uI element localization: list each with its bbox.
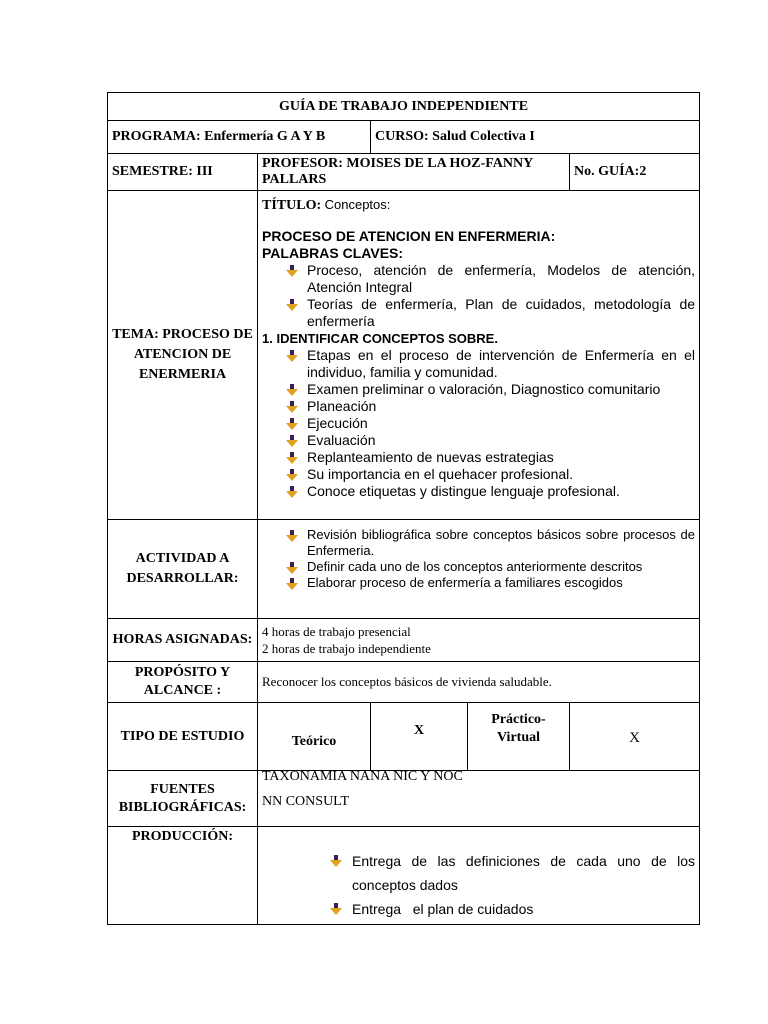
produccion-content	[258, 827, 700, 925]
identify-heading: 1. IDENTIFICAR CONCEPTOS SOBRE.	[262, 331, 498, 346]
produccion-label: PRODUCCIÓN:	[108, 827, 258, 925]
list-item: Etapas en el proceso de intervención de Enfermería en el individuo, familia y comunidad.	[286, 347, 695, 381]
actividad-list	[262, 527, 695, 591]
keywords-heading: PALABRAS CLAVES:	[262, 245, 404, 261]
proceso-subtitle: PROCESO DE ATENCION EN ENFERMERIA:	[262, 228, 556, 244]
arrow-down-bullet-icon	[330, 855, 342, 867]
list-item: Revisión bibliográfica sobre conceptos básicos sobre procesos de Enfermeria.	[286, 527, 695, 559]
arrow-down-bullet-icon	[286, 435, 298, 447]
keywords-list	[262, 262, 695, 330]
list-item: Su importancia en el quehacer profesional.	[286, 466, 695, 483]
tipo-row	[108, 703, 700, 771]
list-item: Entrega el plan de cuidados	[330, 897, 695, 921]
semestre-row	[108, 154, 700, 191]
actividad-content	[258, 520, 700, 619]
arrow-down-bullet-icon	[286, 401, 298, 413]
list-item: Definir cada uno de los conceptos anteriormente descritos	[286, 559, 695, 575]
list-item: Examen preliminar o valoración, Diagnostico comunitario	[286, 381, 695, 398]
proposito-row	[108, 662, 700, 703]
title-row	[108, 93, 700, 121]
guide-title: GUÍA DE TRABAJO INDEPENDIENTE	[108, 93, 700, 121]
teorico-cell: Teórico	[258, 703, 371, 771]
titulo-value: Conceptos:	[324, 197, 391, 212]
list-item: Planeación	[286, 398, 695, 415]
arrow-down-bullet-icon	[286, 350, 298, 362]
guide-document	[107, 92, 699, 925]
list-item: Teorías de enfermería, Plan de cuidados, metodología de enfermería	[286, 296, 695, 330]
list-item: Conoce etiquetas y distingue lenguaje profesional.	[286, 483, 695, 500]
fuentes-source-2: NN CONSULT	[262, 794, 349, 809]
arrow-down-bullet-icon	[286, 469, 298, 481]
produccion-list	[262, 849, 695, 921]
arrow-down-bullet-icon	[286, 265, 298, 277]
arrow-down-bullet-icon	[286, 562, 298, 574]
horas-content	[258, 619, 700, 662]
fuentes-source-1: TAXONAMIA NANA NIC Y NOC	[262, 769, 463, 784]
programa-row	[108, 121, 700, 154]
horas-row	[108, 619, 700, 662]
list-item: Proceso, atención de enfermería, Modelos de atención, Atención Integral	[286, 262, 695, 296]
programa-cell: PROGRAMA: Enfermería G A Y B	[108, 121, 371, 154]
list-item: Ejecución	[286, 415, 695, 432]
teorico-mark: X	[371, 703, 468, 771]
arrow-down-bullet-icon	[286, 486, 298, 498]
concepts-list	[262, 347, 695, 500]
fuentes-content	[258, 771, 700, 827]
practico-cell: Práctico-Virtual	[468, 703, 570, 771]
arrow-down-bullet-icon	[286, 299, 298, 311]
tema-label: TEMA: PROCESO DE ATENCION DE ENERMERIA	[108, 191, 258, 520]
fuentes-row	[108, 771, 700, 827]
semestre-cell: SEMESTRE: III	[108, 154, 258, 191]
fuentes-label: FUENTES BIBLIOGRÁFICAS:	[108, 771, 258, 827]
list-item: Replanteamiento de nuevas estrategias	[286, 449, 695, 466]
tipo-label: TIPO DE ESTUDIO	[108, 703, 258, 771]
guia-number-cell: No. GUÍA:2	[570, 154, 700, 191]
profesor-cell: PROFESOR: MOISES DE LA HOZ-FANNY PALLARS	[258, 154, 570, 191]
list-item: Evaluación	[286, 432, 695, 449]
proposito-text: Reconocer los conceptos básicos de vivienda saludable.	[258, 662, 700, 703]
tema-row	[108, 191, 700, 520]
horas-label: HORAS ASIGNADAS:	[108, 619, 258, 662]
list-item: Elaborar proceso de enfermería a familiares escogidos	[286, 575, 695, 591]
arrow-down-bullet-icon	[330, 903, 342, 915]
guide-table	[107, 92, 700, 925]
arrow-down-bullet-icon	[286, 384, 298, 396]
produccion-row	[108, 827, 700, 925]
tema-content	[258, 191, 700, 520]
actividad-row	[108, 520, 700, 619]
arrow-down-bullet-icon	[286, 578, 298, 590]
arrow-down-bullet-icon	[286, 452, 298, 464]
arrow-down-bullet-icon	[286, 418, 298, 430]
proposito-label: PROPÓSITO Y ALCANCE :	[108, 662, 258, 703]
practico-mark: X	[570, 703, 700, 771]
curso-cell: CURSO: Salud Colectiva I	[371, 121, 700, 154]
list-item: Entrega de las definiciones de cada uno de los conceptos dados	[330, 849, 695, 897]
horas-presencial: 4 horas de trabajo presencial	[262, 624, 411, 639]
arrow-down-bullet-icon	[286, 530, 298, 542]
horas-independiente: 2 horas de trabajo independiente	[262, 641, 431, 656]
actividad-label: ACTIVIDAD A DESARROLLAR:	[108, 520, 258, 619]
titulo-label: TÍTULO:	[262, 198, 322, 213]
